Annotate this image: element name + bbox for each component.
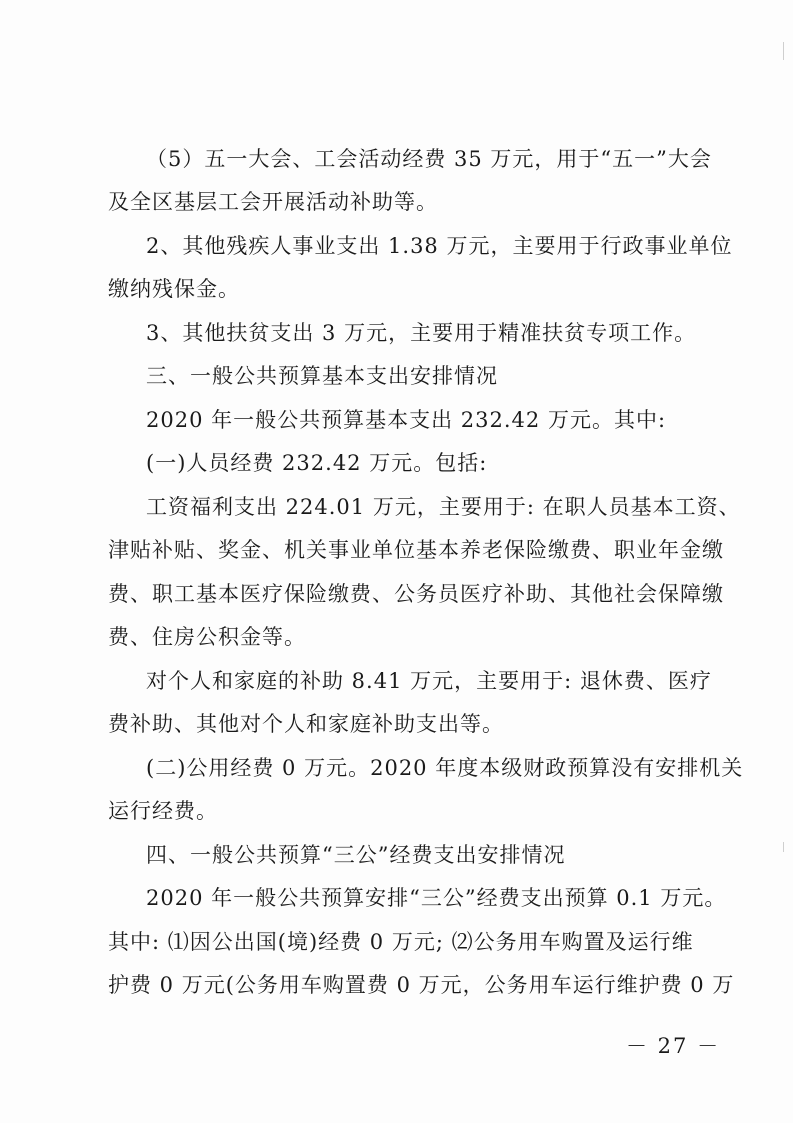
paragraph-text: 护费 0 万元(公务用车购置费 0 万元，公务用车运行维护费 0 万 bbox=[108, 973, 735, 997]
section-heading: 四、一般公共预算“三公”经费支出安排情况 bbox=[146, 843, 566, 867]
paragraph-text: 2020 年一般公共预算安排“三公”经费支出预算 0.1 万元。 bbox=[146, 886, 727, 910]
section-heading-line bbox=[0, 359, 793, 393]
paragraph-text: 费、住房公积金等。 bbox=[108, 625, 306, 649]
text-line bbox=[0, 403, 793, 437]
text-line bbox=[0, 490, 793, 524]
paragraph-text: 费、职工基本医疗保险缴费、公务员医疗补助、其他社会保障缴 bbox=[108, 582, 724, 606]
paragraph-text: 2、其他残疾人事业支出 1.38 万元，主要用于行政事业单位 bbox=[146, 234, 733, 258]
text-line bbox=[0, 446, 793, 480]
paragraph-text: 运行经费。 bbox=[108, 799, 218, 823]
paragraph-text: （5）五一大会、工会活动经费 35 万元，用于“五一”大会 bbox=[146, 147, 712, 171]
paragraph-text: 2020 年一般公共预算基本支出 232.42 万元。其中: bbox=[146, 408, 667, 432]
text-line bbox=[0, 185, 793, 219]
paragraph-text: 对个人和家庭的补助 8.41 万元，主要用于: 退休费、医疗 bbox=[146, 669, 712, 693]
text-line bbox=[0, 794, 793, 828]
text-line bbox=[0, 316, 793, 350]
text-line bbox=[0, 272, 793, 306]
text-line bbox=[0, 533, 793, 567]
section-heading-line bbox=[0, 838, 793, 872]
paragraph-text: 工资福利支出 224.01 万元，主要用于: 在职人员基本工资、 bbox=[146, 495, 741, 519]
page-number: － 27 － bbox=[626, 1034, 721, 1058]
paragraph-text: 费补助、其他对个人和家庭补助支出等。 bbox=[108, 712, 504, 736]
paragraph-text: 津贴补贴、奖金、机关事业单位基本养老保险缴费、职业年金缴 bbox=[108, 538, 724, 562]
text-line bbox=[0, 925, 793, 959]
text-line bbox=[0, 751, 793, 785]
paragraph-text: 及全区基层工会开展活动补助等。 bbox=[108, 190, 438, 214]
text-line bbox=[0, 664, 793, 698]
text-line bbox=[0, 229, 793, 263]
text-line bbox=[0, 577, 793, 611]
text-line bbox=[0, 881, 793, 915]
section-heading: 三、一般公共预算基本支出安排情况 bbox=[146, 364, 498, 388]
paragraph-text: (二)公用经费 0 万元。2020 年度本级财政预算没有安排机关 bbox=[146, 756, 744, 780]
text-line bbox=[0, 620, 793, 654]
scan-edge-mark bbox=[783, 842, 784, 852]
text-line bbox=[0, 707, 793, 741]
paragraph-text: 其中: ⑴因公出国(境)经费 0 万元; ⑵公务用车购置及运行维 bbox=[108, 930, 694, 954]
text-line bbox=[0, 968, 793, 1002]
paragraph-text: (一)人员经费 232.42 万元。包括: bbox=[146, 451, 488, 475]
text-line bbox=[0, 142, 793, 176]
paragraph-text: 3、其他扶贫支出 3 万元，主要用于精准扶贫专项工作。 bbox=[146, 321, 697, 345]
scan-edge-mark bbox=[783, 42, 784, 60]
paragraph-text: 缴纳残保金。 bbox=[108, 277, 240, 301]
